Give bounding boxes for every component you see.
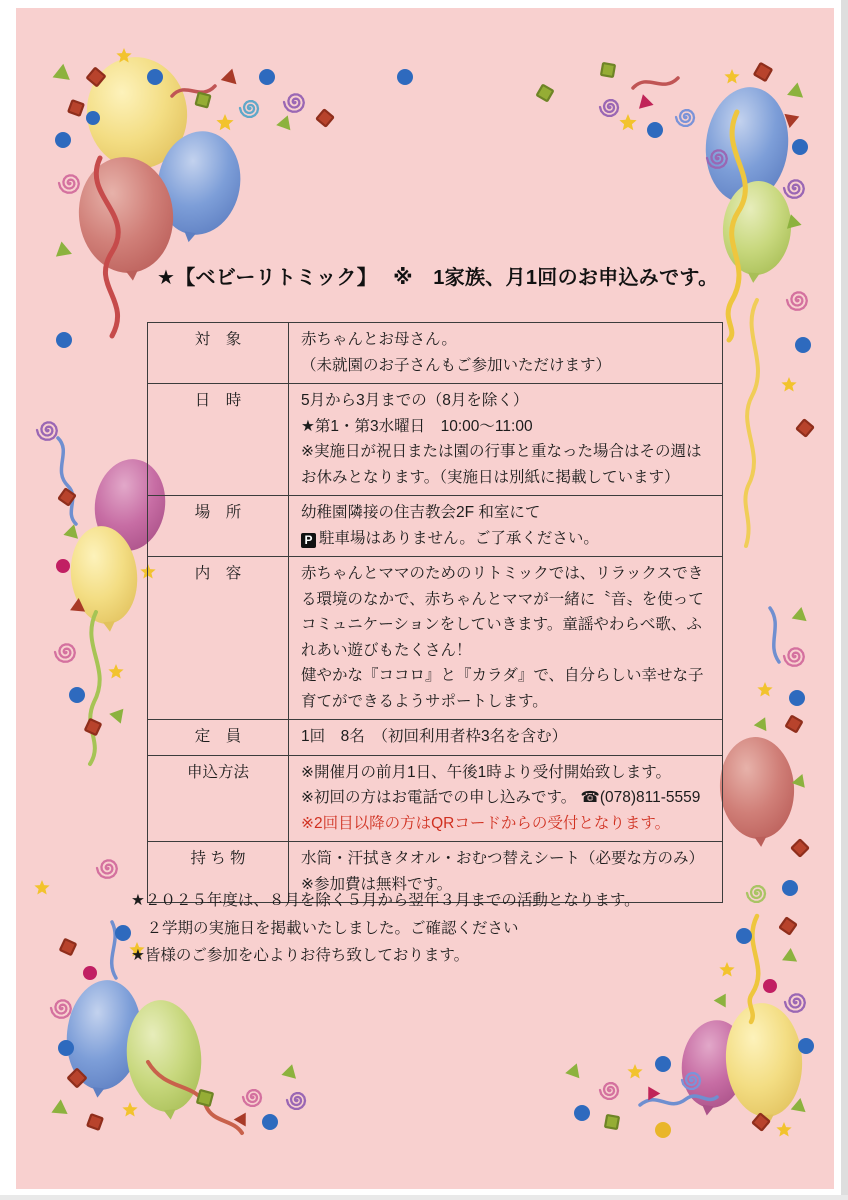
text-line: ※実施日が祝日または園の行事と重なった場合はその週はお休みとなります。（実施日は別紙に掲載しています） <box>301 443 702 486</box>
text-line: ★第1・第3水曜日 10:00～11:00 <box>301 417 533 435</box>
footer-note: ２学期の実施日を掲載いたしました。ご確認ください <box>131 919 519 937</box>
row-label: 内 容 <box>148 557 289 720</box>
text-line: ※参加費は無料です。 <box>301 875 453 893</box>
text-line: 健やかな『ココロ』と『カラダ』で、自分らしい幸せな子育てができるようサポートします。 <box>301 667 704 710</box>
row-value <box>289 557 723 720</box>
text-line: （未就園のお子さんもご参加いただけます） <box>301 356 612 374</box>
table-row <box>148 557 723 720</box>
row-value <box>289 755 723 842</box>
text-line: 赤ちゃんとママのためのリトミックでは、リラックスできる環境のなかで、赤ちゃんとママが一緒に〝音〟を使ってコミュニケーションをしていきます。童謡やわらべ歌、ふれあい遊びもたくさん！ <box>301 565 704 659</box>
table-row <box>148 720 723 756</box>
row-label: 対 象 <box>148 323 289 384</box>
text-line: ※2回目以降の方はQRコードからの受付となります。 <box>301 814 671 832</box>
row-value <box>289 384 723 496</box>
text-line: P 駐車場はありません。ご了承ください。 <box>301 526 712 552</box>
text-line: ※開催月の前月1日、午後1時より受付開始致します。 <box>301 763 671 781</box>
row-label: 申込方法 <box>148 755 289 842</box>
row-label: 場 所 <box>148 496 289 557</box>
parking-icon: P <box>301 533 316 548</box>
table-row <box>148 323 723 384</box>
text-line: 水筒・汗拭きタオル・おむつ替えシート（必要な方のみ） <box>301 850 705 867</box>
row-value <box>289 323 723 384</box>
row-label: 日 時 <box>148 384 289 496</box>
table-row <box>148 496 723 557</box>
row-label: 持 ち 物 <box>148 842 289 903</box>
text-line: 赤ちゃんとお母さん。 <box>301 331 457 348</box>
footer-notes <box>131 887 751 970</box>
row-value <box>289 720 723 756</box>
text-line: 1回 8名 （初回利用者枠3名を含む） <box>301 728 568 745</box>
scan-edge-right <box>841 0 848 1200</box>
text-line: 幼稚園隣接の住吉教会2F 和室にて <box>301 504 541 521</box>
table-row <box>148 755 723 842</box>
info-table <box>147 322 723 903</box>
page-title: ★【ベビーリトミック】 ※ 1家族、月1回のお申込みです。 <box>157 267 719 289</box>
row-value <box>289 496 723 557</box>
text-line: ※初回の方はお電話での申し込みです。 ☎(078)811-5559 <box>301 789 701 806</box>
table-row <box>148 384 723 496</box>
row-label: 定 員 <box>148 720 289 756</box>
text-line: 5月から3月までの（8月を除く） <box>301 392 529 409</box>
footer-note: ★２０２５年度は、８月を除く５月から翌年３月までの活動となります。 <box>131 892 640 909</box>
footer-note: ★皆様のご参加を心よりお待ち致しております。 <box>131 947 470 964</box>
scan-edge-bottom <box>0 1195 848 1200</box>
